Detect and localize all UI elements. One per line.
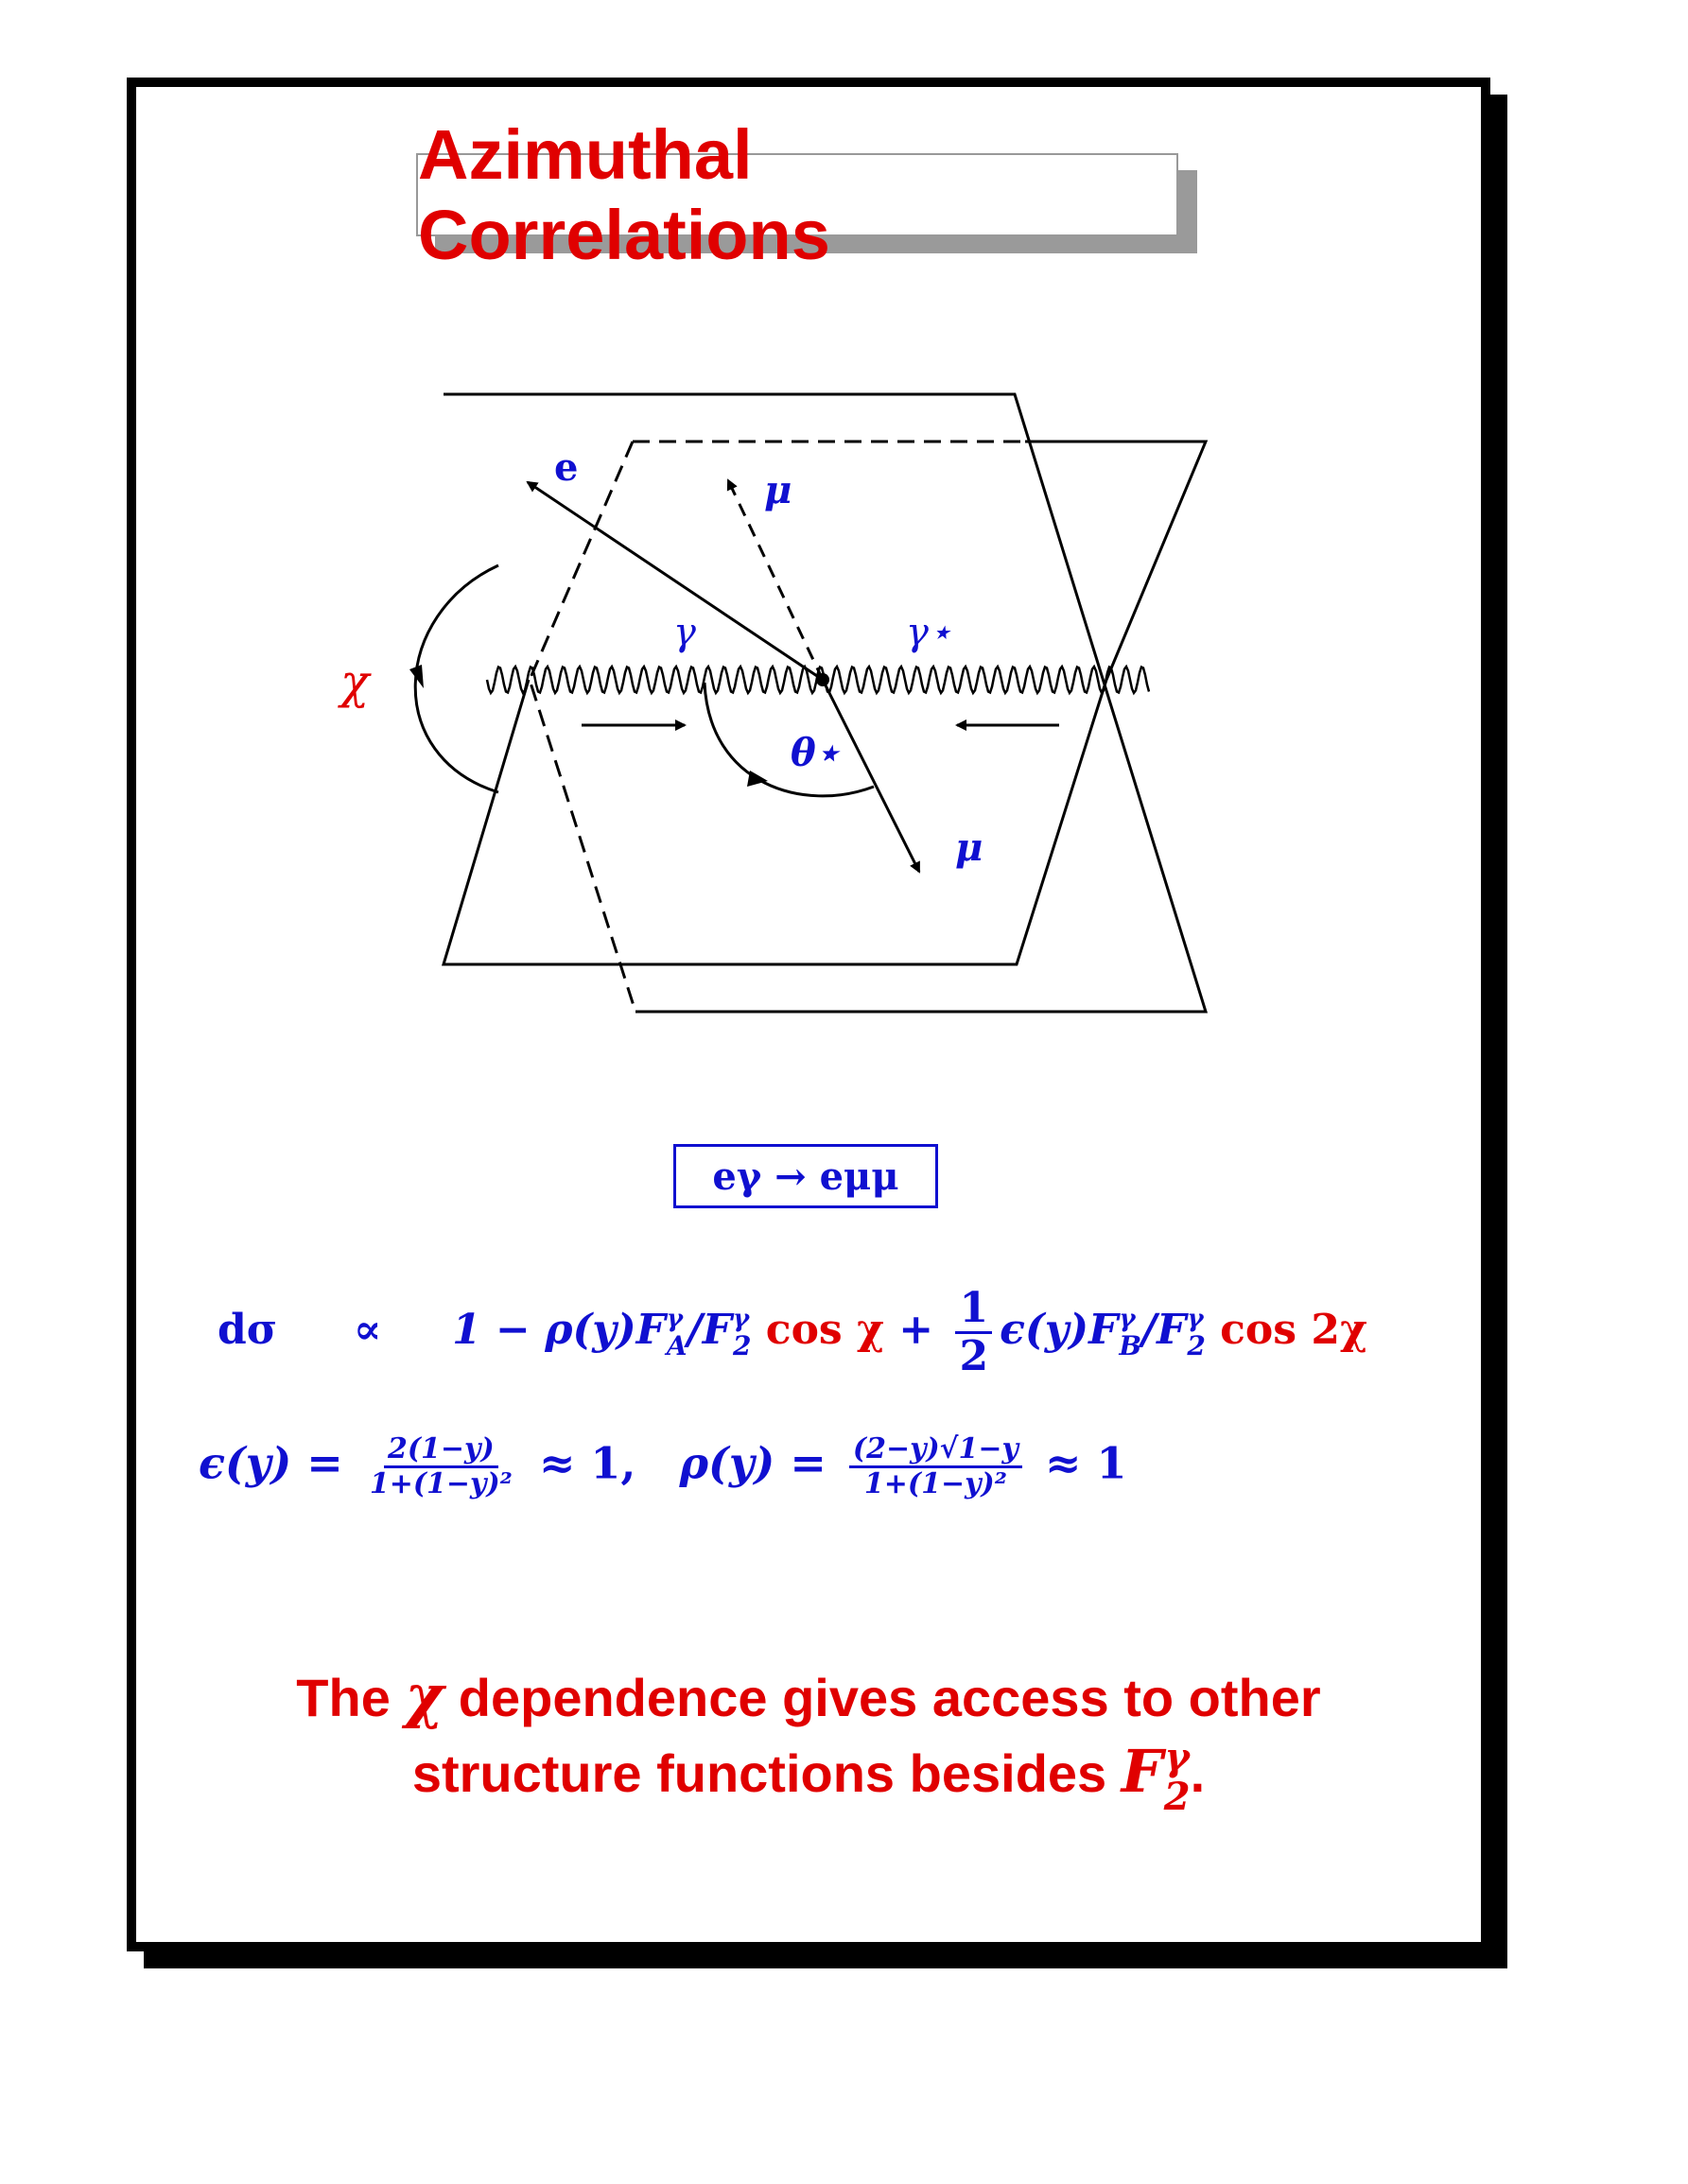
eq1-cos-2chi: cos 2χ	[1220, 1306, 1367, 1354]
eq2-rho-num: (2−y)√1−y	[849, 1435, 1022, 1468]
eq2-eps-lhs: ϵ(y) =	[199, 1437, 343, 1489]
conclusion-sub: 2	[1163, 1775, 1191, 1820]
cross-section-equation	[218, 1284, 1367, 1380]
label-mu-lower: μ	[955, 825, 983, 870]
eq1-sub-B: B	[1119, 1329, 1142, 1361]
label-e: e	[554, 445, 579, 490]
conclusion-line2: structure functions besides	[411, 1743, 1107, 1803]
eq1-half-den: 2	[959, 1332, 989, 1380]
eq1-sub-2-a: 2	[732, 1329, 752, 1361]
eq1-sup-gamma-2: γ	[732, 1304, 750, 1333]
eq1-sup-gamma-4: γ	[1187, 1304, 1204, 1333]
conclusion-line-1	[170, 1659, 1447, 1735]
label-chi: χ	[340, 654, 370, 709]
eq1-slash-2: /F	[1141, 1306, 1187, 1354]
label-mu-upper: μ	[764, 468, 792, 512]
muon-lower-arrow	[823, 680, 919, 872]
conclusion-F: F	[1121, 1737, 1163, 1806]
label-gamma: γ	[673, 611, 696, 654]
eq1-cos-chi: cos χ	[765, 1306, 884, 1354]
theta-arc	[705, 683, 874, 796]
eq2-rho-approx: ≈ 1	[1044, 1437, 1127, 1489]
eq2-rho-lhs: ρ(y) =	[679, 1437, 827, 1489]
eq1-sup-gamma-3: γ	[1119, 1304, 1136, 1333]
reaction-label: eγ → eμμ	[712, 1153, 899, 1199]
label-theta-star: θ⋆	[791, 731, 840, 775]
reaction-box	[673, 1144, 938, 1208]
conclusion-chi: χ	[405, 1661, 444, 1730]
eq1-sub-A: A	[666, 1329, 687, 1361]
eq1-half-num: 1	[955, 1288, 992, 1334]
label-gamma-star: γ⋆	[906, 611, 952, 654]
conclusion-part1: The	[296, 1668, 391, 1727]
chi-arc	[415, 565, 498, 792]
eq1-term2: ϵ(y)F	[1000, 1306, 1119, 1354]
eq1-prop: ∝	[353, 1306, 382, 1354]
eq1-sub-2-b: 2	[1187, 1329, 1206, 1361]
eq1-term1: 1 − ρ(y)F	[452, 1306, 666, 1354]
eq2-eps-den: 1+(1−y)²	[369, 1467, 513, 1500]
eq2-rho-den: 1+(1−y)²	[863, 1467, 1007, 1500]
conclusion-part2: dependence gives access to other	[458, 1668, 1321, 1727]
eq1-sup-gamma-1: γ	[666, 1304, 684, 1333]
slide-title: Azimuthal Correlations	[418, 115, 830, 274]
conclusion-line-2	[170, 1735, 1447, 1820]
eq1-lhs: dσ	[218, 1306, 278, 1354]
eq2-eps-approx: ≈ 1,	[538, 1437, 636, 1489]
eq1-slash-1: /F	[687, 1306, 732, 1354]
eq2-eps-num: 2(1−y)	[384, 1435, 498, 1468]
plane-right-edge	[1025, 442, 1206, 680]
conclusion-text	[170, 1659, 1447, 1820]
conclusion-end: .	[1190, 1743, 1206, 1803]
epsilon-rho-definitions	[199, 1432, 1127, 1500]
eq1-plus: +	[898, 1306, 934, 1354]
conclusion-sup: γ	[1164, 1735, 1190, 1780]
